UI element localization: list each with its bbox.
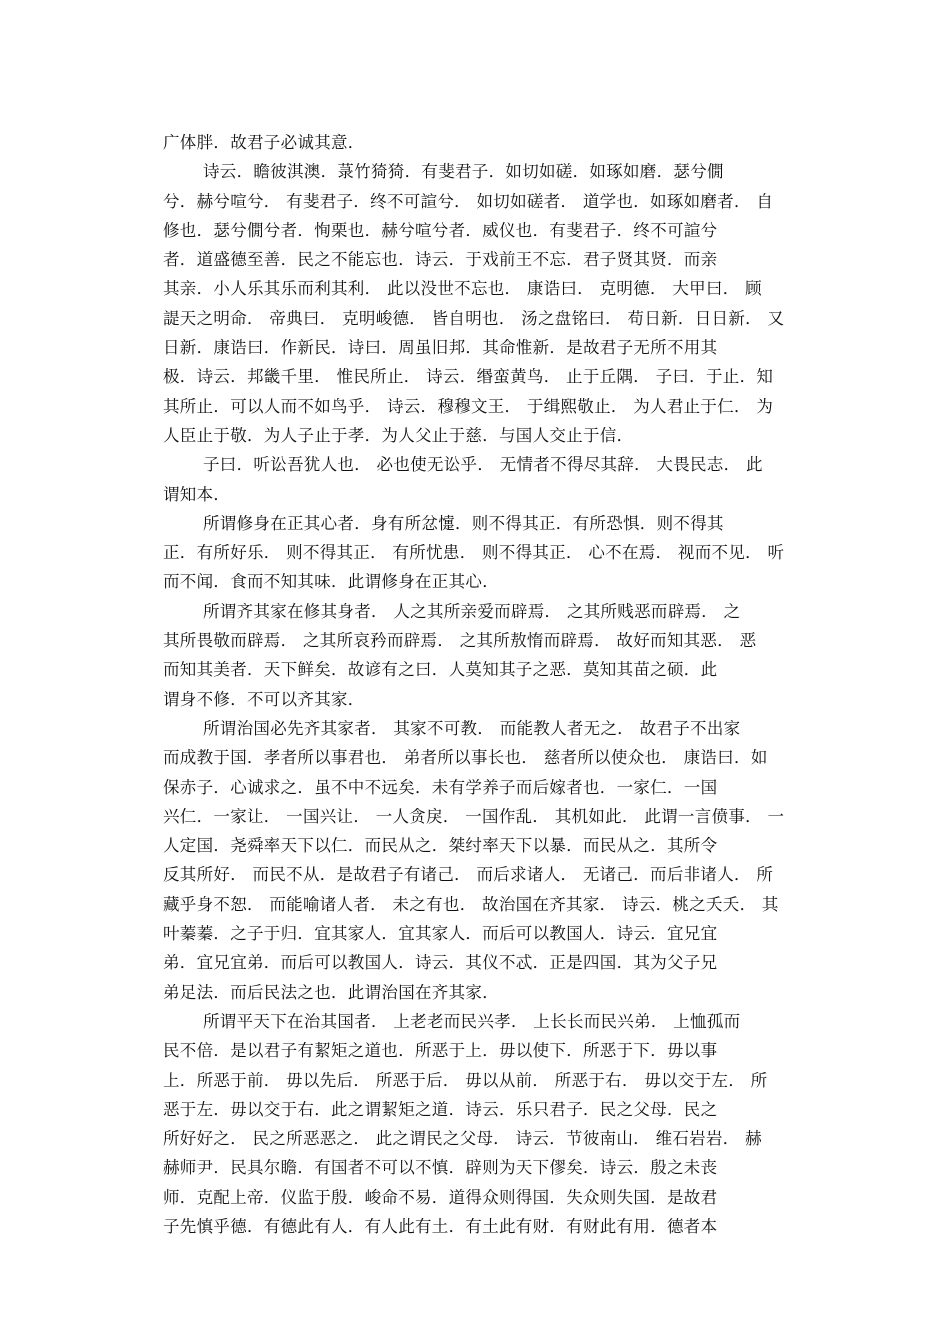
text-line: 其亲．小人乐其乐而利其利． 此以没世不忘也． 康诰曰． 克明德． 大甲曰． 顾 bbox=[163, 279, 762, 299]
text-line: 谓知本． bbox=[163, 484, 231, 504]
text-line: 兮．赫兮喧兮． 有斐君子．终不可諠兮． 如切如磋者． 道学也．如琢如磨者． 自 bbox=[163, 191, 774, 211]
text-line: 而知其美者．天下鲜矣．故谚有之曰．人莫知其子之恶．莫知其苗之硕．此 bbox=[163, 660, 718, 680]
text-line: 修也．瑟兮僩兮者．恂栗也．赫兮喧兮者．威仪也．有斐君子．终不可諠兮 bbox=[163, 220, 718, 240]
text-line: 藏乎身不恕． 而能喻诸人者． 未之有也． 故治国在齐其家． 诗云．桃之夭夭． 其 bbox=[163, 894, 779, 914]
text-line: 赫师尹．民具尔瞻．有国者不可以不慎．辟则为天下僇矣．诗云．殷之未丧 bbox=[163, 1158, 718, 1178]
text-line: 其所畏敬而辟焉． 之其所哀矜而辟焉． 之其所敖惰而辟焉． 故好而知其恶． 恶 bbox=[163, 631, 757, 651]
text-line: 人定国．尧舜率天下以仁．而民从之．桀纣率天下以暴．而民从之．其所令 bbox=[163, 836, 718, 856]
text-line: 弟足法．而后民法之也．此谓治国在齐其家． bbox=[163, 982, 499, 1002]
paragraph-first-line: 子曰．听讼吾犹人也． 必也使无讼乎． 无情者不得尽其辞． 大畏民志． 此 bbox=[203, 455, 763, 475]
paragraph-first-line: 诗云．瞻彼淇澳．菉竹猗猗．有斐君子．如切如磋．如琢如磨．瑟兮僩 bbox=[203, 162, 724, 182]
paragraph-first-line: 所谓平天下在治其国者． 上老老而民兴孝． 上长长而民兴弟． 上恤孤而 bbox=[203, 1011, 741, 1031]
paragraph-first-line: 所谓修身在正其心者．身有所忿懥．则不得其正．有所恐惧．则不得其 bbox=[203, 513, 724, 533]
text-line: 弟．宜兄宜弟．而后可以教国人．诗云．其仪不忒．正是四国．其为父子兄 bbox=[163, 953, 718, 973]
text-line: 上．所恶于前． 毋以先后． 所恶于后． 毋以从前． 所恶于右． 毋以交于左． 所 bbox=[163, 1070, 768, 1090]
text-line: 恶于左．毋以交于右．此之谓絜矩之道．诗云．乐只君子．民之父母．民之 bbox=[163, 1099, 718, 1119]
text-line: 反其所好． 而民不从．是故君子有诸己． 而后求诸人． 无诸己．而后非诸人． 所 bbox=[163, 865, 774, 885]
text-line: 而成教于国．孝者所以事君也． 弟者所以事长也． 慈者所以使众也． 康诰曰．如 bbox=[163, 748, 768, 768]
text-line: 师．克配上帝．仪监于殷．峻命不易．道得众则得国．失众则失国．是故君 bbox=[163, 1187, 718, 1207]
paragraph-first-line: 所谓治国必先齐其家者． 其家不可教． 而能教人者无之． 故君子不出家 bbox=[203, 718, 741, 738]
text-line: 人臣止于敬．为人子止于孝．为人父止于慈．与国人交止于信． bbox=[163, 425, 634, 445]
text-body bbox=[163, 128, 793, 1241]
text-line: 子先慎乎德．有德此有人．有人此有土．有土此有财．有财此有用．德者本 bbox=[163, 1216, 718, 1236]
text-line: 其所止．可以人而不如鸟乎． 诗云．穆穆文王． 于缉熙敬止． 为人君止于仁． 为 bbox=[163, 396, 774, 416]
text-line: 保赤子．心诚求之．虽不中不远矣．未有学养子而后嫁者也．一家仁．一国 bbox=[163, 777, 718, 797]
paragraph-first-line: 所谓齐其家在修其身者． 人之其所亲爱而辟焉． 之其所贱恶而辟焉． 之 bbox=[203, 601, 741, 621]
text-line: 民不倍．是以君子有絜矩之道也．所恶于上．毋以使下．所恶于下．毋以事 bbox=[163, 1041, 718, 1061]
text-line: 而不闻．食而不知其味．此谓修身在正其心． bbox=[163, 572, 499, 592]
text-line: 正．有所好乐． 则不得其正． 有所忧患． 则不得其正． 心不在焉． 视而不见． 听 bbox=[163, 543, 785, 563]
text-line: 所好好之． 民之所恶恶之． 此之谓民之父母． 诗云．节彼南山． 维石岩岩． 赫 bbox=[163, 1129, 762, 1149]
text-line: 广体胖．故君子必诚其意． bbox=[163, 133, 365, 152]
text-line: 諟天之明命． 帝典曰． 克明峻德． 皆自明也． 汤之盘铭曰． 苟日新．日日新． 又 bbox=[163, 308, 785, 328]
text-line: 谓身不修．不可以齐其家． bbox=[163, 689, 365, 709]
text-line: 日新．康诰曰．作新民．诗曰．周虽旧邦．其命惟新．是故君子无所不用其 bbox=[163, 338, 718, 358]
text-line: 兴仁．一家让． 一国兴让． 一人贪戾． 一国作乱． 其机如此． 此谓一言偾事． 一 bbox=[163, 806, 785, 826]
text-line: 叶蓁蓁．之子于归．宜其家人．宜其家人．而后可以教国人．诗云．宜兄宜 bbox=[163, 924, 718, 944]
text-line: 者．道盛德至善．民之不能忘也．诗云．于戏前王不忘．君子贤其贤．而亲 bbox=[163, 250, 718, 270]
text-line: 极．诗云．邦畿千里． 惟民所止． 诗云．缗蛮黄鸟． 止于丘隅． 子曰．于止．知 bbox=[163, 367, 774, 387]
